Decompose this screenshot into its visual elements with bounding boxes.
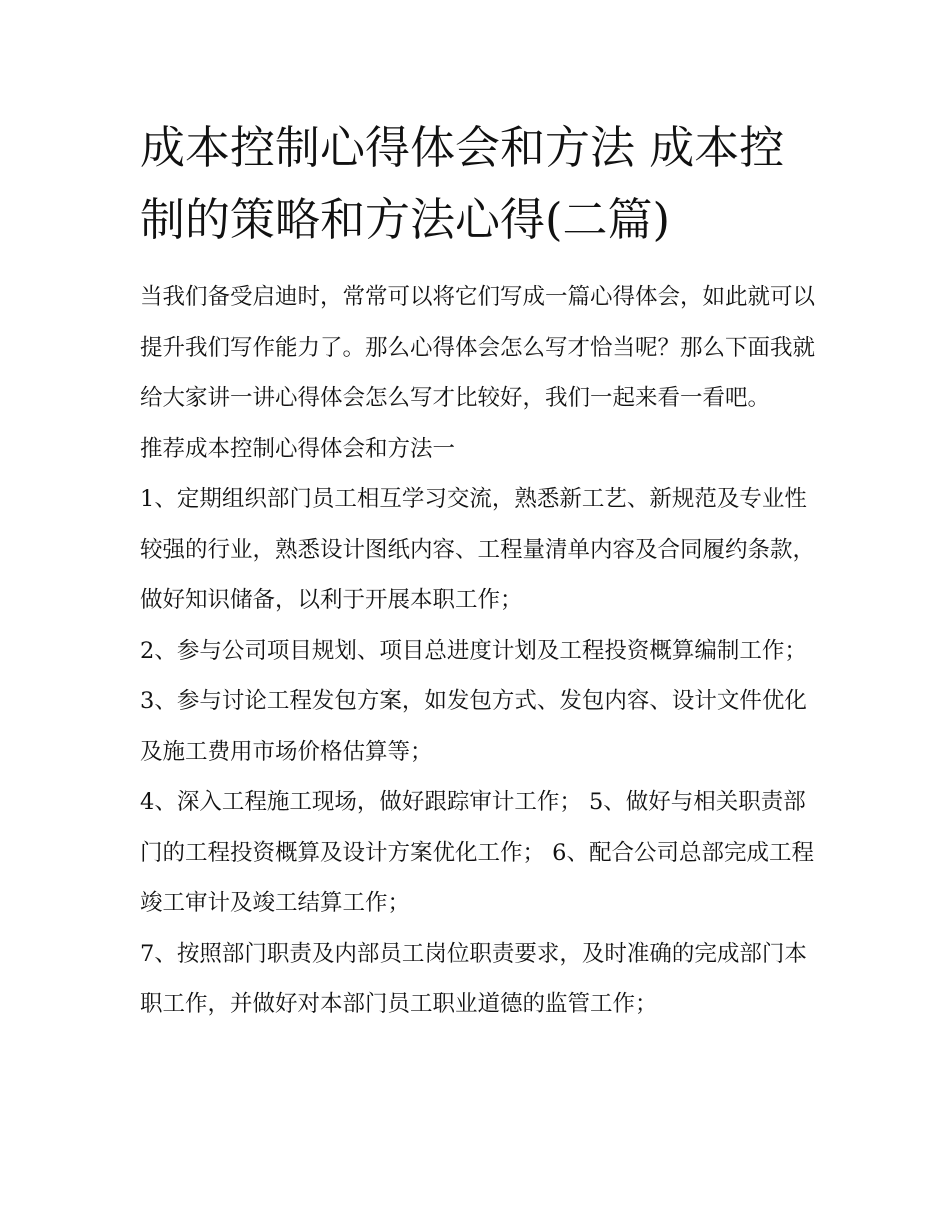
section-heading: 推荐成本控制心得体会和方法一 <box>140 435 456 462</box>
intro-paragraph: 当我们备受启迪时，常常可以将它们写成一篇心得体会，如此就可以提升我们写作能力了。那么心得体会怎么写才恰当呢？那么下面我就给大家讲一讲心得体会怎么写才比较好，我们一起来看一看吧。 <box>140 284 816 411</box>
document-title: 成本控制心得体会和方法 成本控制的策略和方法心得(二篇) <box>140 121 785 246</box>
list-item: 1、定期组织部门员工相互学习交流，熟悉新工艺、新规范及专业性较强的行业，熟悉设计图纸内容、工程量清单内容及合同履约条款，做好知识储备，以利于开展本职工作； <box>140 486 816 613</box>
document-body <box>140 112 815 1030</box>
list-item: 7、按照部门职责及内部员工岗位职责要求，及时准确的完成部门本职工作，并做好对本部门员工职业道德的监管工作； <box>140 940 807 1017</box>
list-item: 4、深入工程施工现场，做好跟踪审计工作； 5、做好与相关职责部门的工程投资概算及设计方案优化工作； 6、配合公司总部完成工程竣工审计及竣工结算工作； <box>140 789 814 916</box>
list-item: 2、参与公司项目规划、项目总进度计划及工程投资概算编制工作； 3、参与讨论工程发包方案，如发包方式、发包内容、设计文件优化及施工费用市场价格估算等； <box>140 637 807 765</box>
